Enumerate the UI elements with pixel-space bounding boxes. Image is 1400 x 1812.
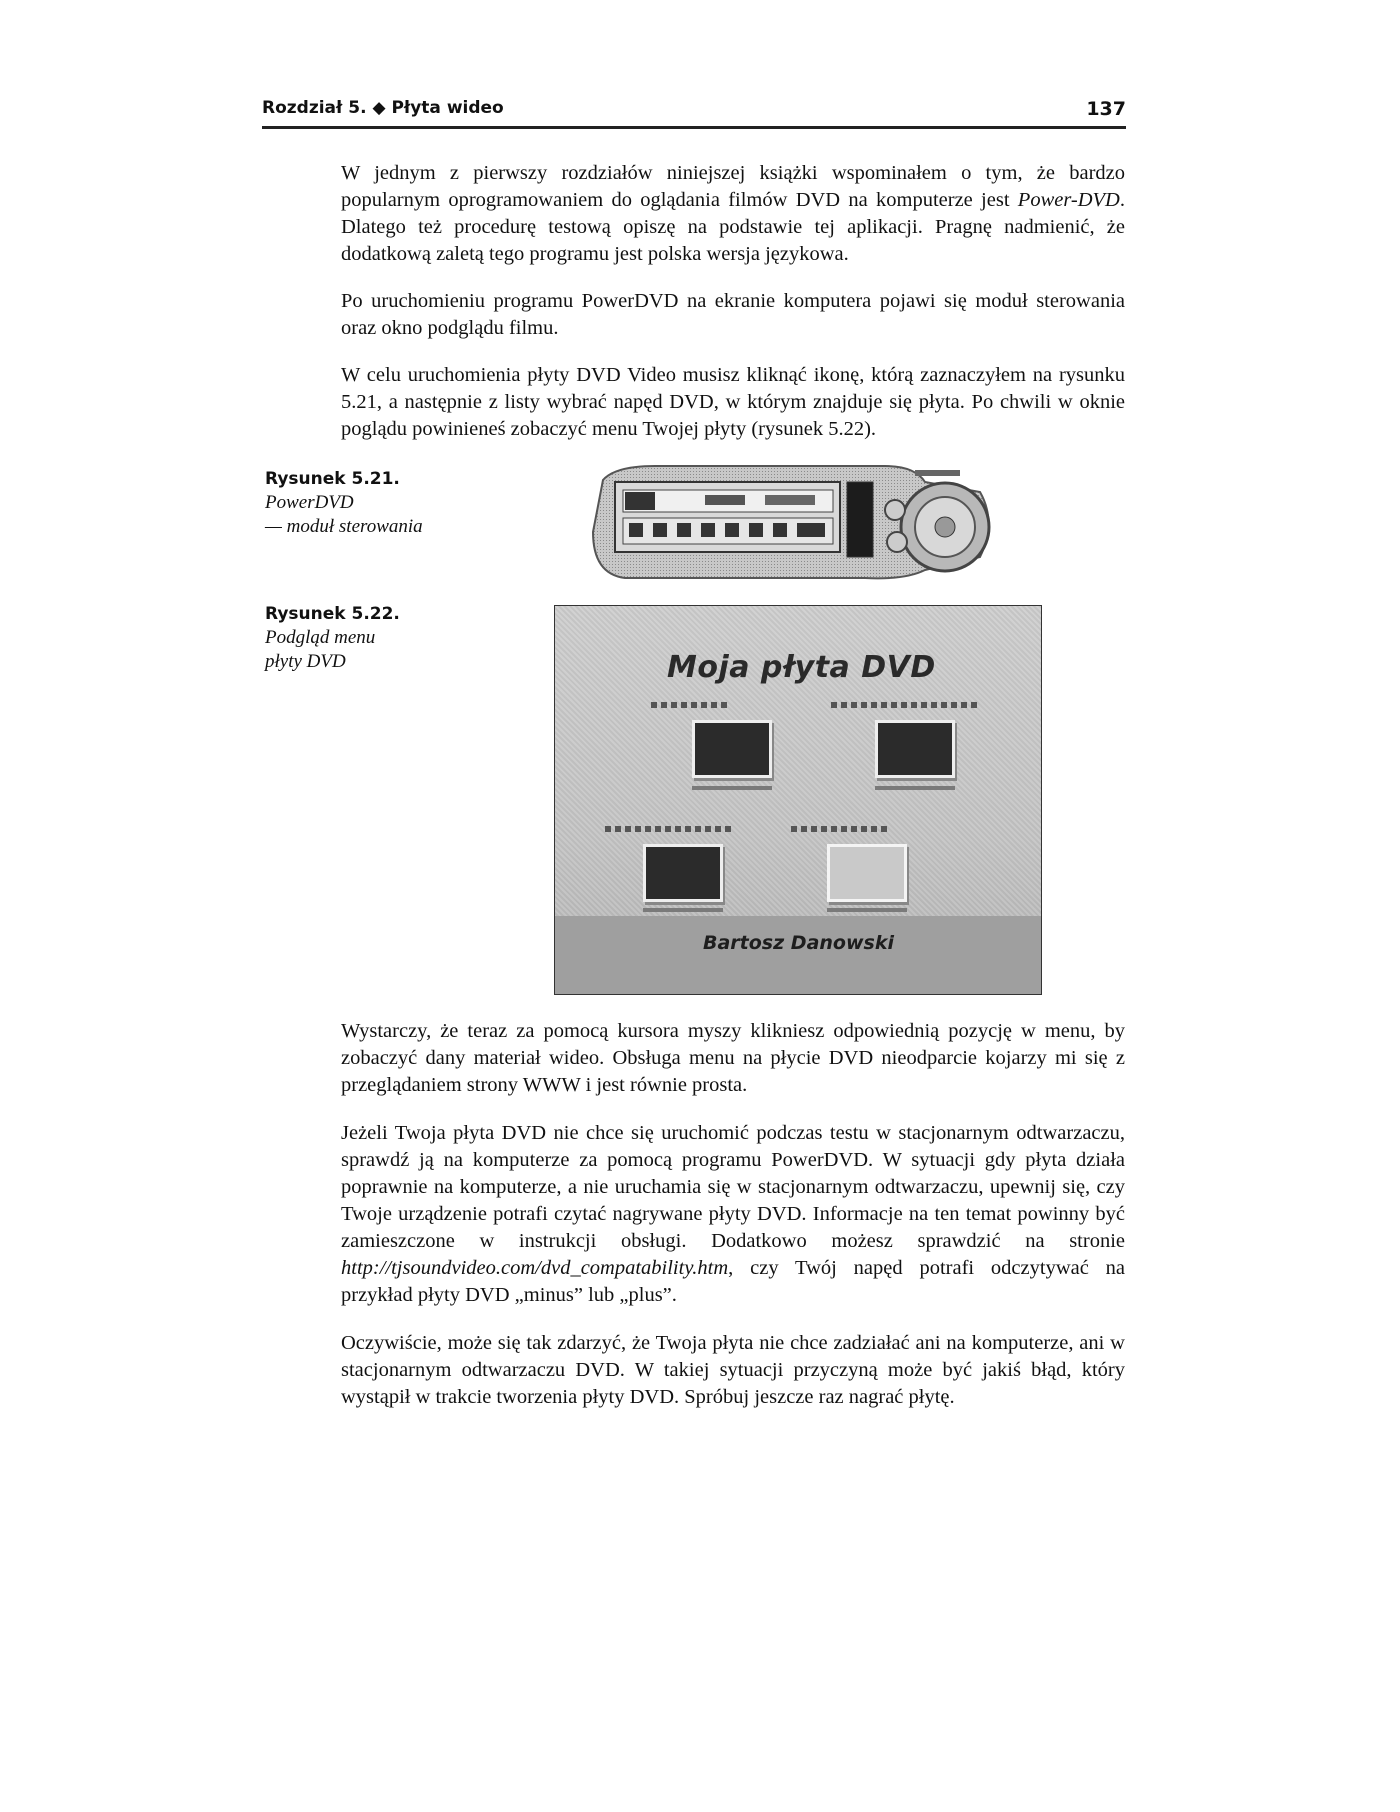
running-header <box>262 98 1126 129</box>
figure-5-21-desc-line1: PowerDVD <box>265 492 354 513</box>
menu-item-label <box>791 826 891 832</box>
paragraph-2: Po uruchomieniu programu PowerDVD na ekranie komputera pojawi się moduł sterowania oraz okno podglądu filmu. <box>341 290 1125 339</box>
menu-title: Moja płyta DVD <box>667 650 936 685</box>
dvd-menu-preview-image <box>554 605 1042 995</box>
menu-item-label <box>831 702 981 708</box>
figure-5-21-desc-line2: — moduł sterowania <box>265 516 423 537</box>
menu-item-thumbnail <box>827 844 907 902</box>
menu-item-base <box>875 786 955 790</box>
menu-item-base <box>692 786 772 790</box>
menu-item-base <box>827 908 907 912</box>
menu-item-label <box>605 826 735 832</box>
compatibility-url: http://tjsoundvideo.com/dvd_compatability.htm <box>341 1257 729 1279</box>
paragraph-5-text-b: , czy Twój napęd potrafi odczytywać na przykład płyty DVD „minus” lub „plus”. <box>341 1257 1125 1306</box>
menu-item-thumbnail <box>692 720 772 778</box>
menu-item-label <box>651 702 731 708</box>
paragraph-1 <box>341 160 1125 268</box>
paragraph-5 <box>341 1120 1125 1309</box>
figure-5-22-desc-line1: Podgląd menu <box>265 627 376 648</box>
menu-bottom-band <box>555 916 1041 994</box>
chapter-title: Rozdział 5. ◆ Płyta wideo <box>262 98 504 118</box>
paragraph-1-italic: Power-DVD <box>1017 189 1120 211</box>
figure-5-22-desc-line2: płyty DVD <box>265 651 346 672</box>
figure-5-21-caption <box>265 467 455 539</box>
figure-5-22-caption <box>265 602 455 674</box>
paragraph-1-text-a: W jednym z pierwszy rozdziałów niniejszej książki wspominałem o tym, że bardzo popularnym oprogramowaniem do oglądania filmów DVD na komputerze jest <box>341 162 1125 211</box>
menu-author: Bartosz Danowski <box>703 932 894 954</box>
paragraph-5-text-a: Jeżeli Twoja płyta DVD nie chce się uruchomić podczas testu w stacjonarnym odtwarzaczu, sprawdź ją na komputerze za pomocą programu PowerDVD. W sytuacji gdy płyta działa poprawnie na komputerze, a nie uruchamia się w stacjonarnym odtwarzaczu, upewnij się, czy Twoje urządzenie potrafi czytać nagrywane płyty DVD. Informacje na ten temat powinny być zamieszczone w instrukcji obsługi. Dodatkowo możesz sprawdzić na stronie <box>341 1122 1125 1252</box>
figure-5-22-number: Rysunek 5.22. <box>265 604 400 624</box>
paragraph-6: Oczywiście, może się tak zdarzyć, że Twoja płyta nie chce zadziałać ani na komputerze, ani w stacjonarnym odtwarzaczu DVD. W takiej sytuacji przyczyną może być jakiś błąd, który wystąpił w trakcie tworzenia płyty DVD. Spróbuj jeszcze raz nagrać płytę. <box>341 1332 1125 1408</box>
menu-item-thumbnail <box>875 720 955 778</box>
page-number: 137 <box>1086 98 1126 120</box>
figure-5-21-number: Rysunek 5.21. <box>265 469 400 489</box>
paragraph-3: W celu uruchomienia płyty DVD Video musisz kliknąć ikonę, którą zaznaczyłem na rysunku 5.21, a następnie z listy wybrać napęd DVD, w którym znajduje się płyta. Po chwili w oknie poglądu powinieneś zobaczyć menu Twojej płyty (rysunek 5.22). <box>341 364 1125 440</box>
menu-item-thumbnail <box>643 844 723 902</box>
paragraph-1-text-b: . Dlatego też procedurę testową opiszę na podstawie tej aplikacji. Pragnę nadmienić, że dodatkową zaletą tego programu jest polska wersja językowa. <box>341 189 1125 265</box>
menu-item-base <box>643 908 723 912</box>
paragraph-4: Wystarczy, że teraz za pomocą kursora myszy klikniesz odpowiednią pozycję w menu, by zobaczyć dany materiał wideo. Obsługa menu na płycie DVD nieodparcie kojarzy mi się z przeglądaniem strony WWW i jest równie prosta. <box>341 1020 1125 1096</box>
powerdvd-control-panel-image <box>585 462 1000 582</box>
